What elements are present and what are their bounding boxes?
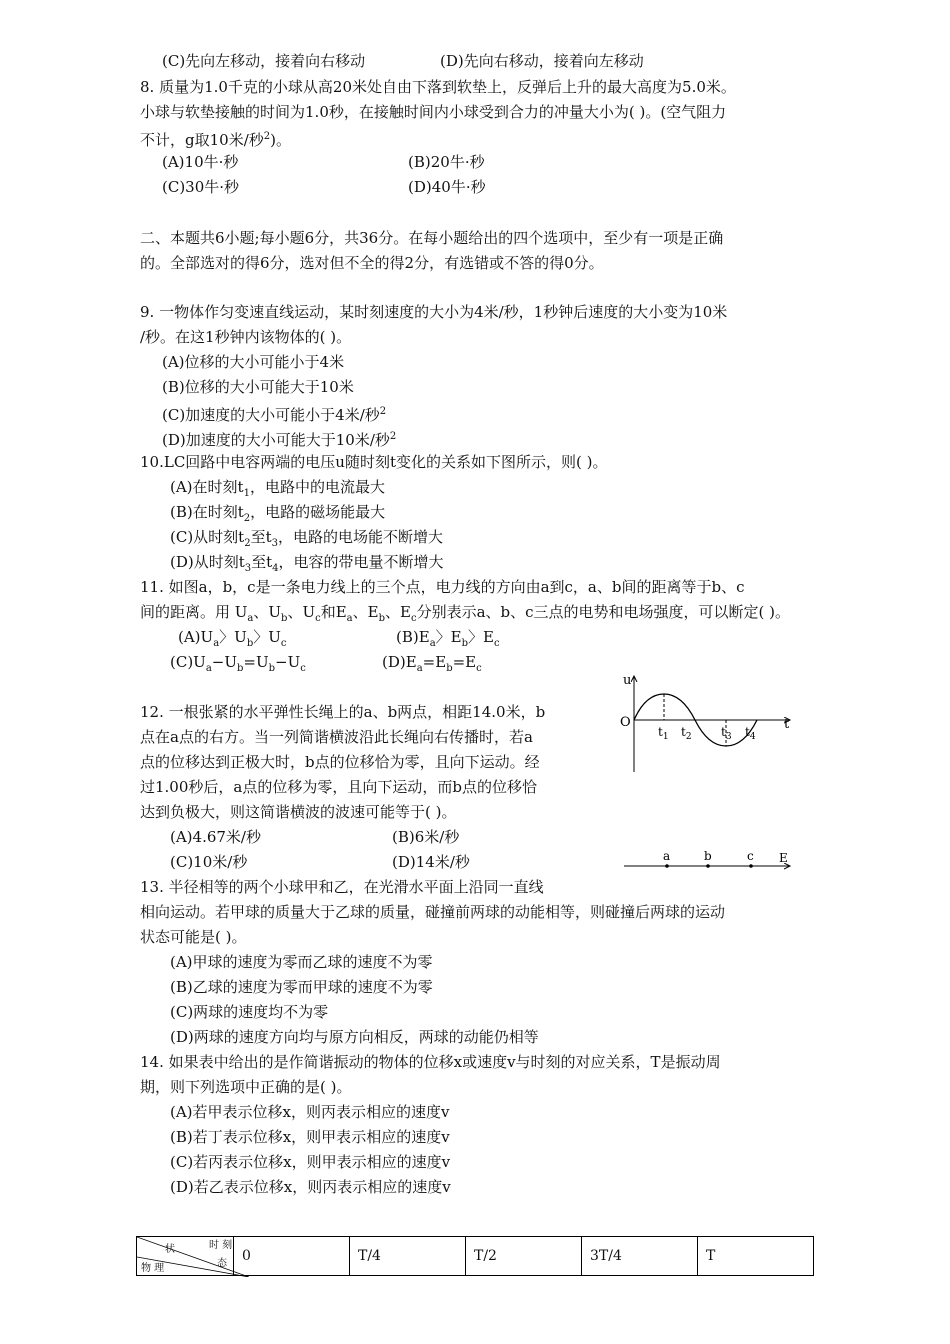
section2-line2: 的。全部选对的得6分，选对但不全的得2分，有选错或不答的得0分。 <box>140 254 604 272</box>
header-state-label: 状 <box>165 1244 175 1255</box>
q10-option-a: (A)在时刻$t_1$，电路中的电流最大 <box>170 478 385 499</box>
q8-option-c: (C)30牛·秒 <box>162 178 240 196</box>
q10-option-d: (D)从时刻$t_3$至$t_4$，电容的带电量不断增大 <box>170 553 444 574</box>
q13-text-line1: 13. 半径相等的两个小球甲和乙，在光滑水平面上沿同一直线 <box>140 878 544 896</box>
q10-text-line1: 10.LC回路中电容两端的电压u随时刻t变化的关系如下图所示，则( )。 <box>140 453 608 471</box>
point-b-label: b <box>704 849 712 863</box>
u-label: u <box>623 673 632 688</box>
q12-text-line3: 点的位移达到正极大时，b点的位移恰为零，且向下运动。经 <box>140 753 540 771</box>
q9-option-a: (A)位移的大小可能小于4米 <box>162 353 345 371</box>
q13-option-c: (C)两球的速度均不为零 <box>170 1003 329 1021</box>
point-a-label: a <box>663 849 671 863</box>
section2-line1: 二、本题共6小题;每小题6分，共36分。在每小题给出的四个选项中，至少有一项是正确 <box>140 229 724 247</box>
field-line-diagram <box>620 842 795 872</box>
point-c-dot <box>749 864 753 868</box>
e-label: E <box>779 851 788 865</box>
q13-text-line2: 相向运动。若甲球的质量大于乙球的质量，碰撞前两球的动能相等，则碰撞后两球的运动 <box>140 903 726 921</box>
q8-text-line3: 不计，g取10米/秒$^2$)。 <box>140 131 291 149</box>
q11-text-line1: 11. 如图a，b，c是一条电力线上的三个点，电力线的方向由a到c，a、b间的距离等于b、c <box>140 578 745 596</box>
table-cell-t2: T/2 <box>466 1237 582 1276</box>
q9-option-b: (B)位移的大小可能大于10米 <box>162 378 354 396</box>
q13-option-d: (D)两球的速度方向均与原方向相反，两球的动能仍相等 <box>170 1028 539 1046</box>
q7-option-d: (D)先向右移动，接着向左移动 <box>440 52 644 70</box>
q10-option-c: (C)从时刻$t_2$至$t_3$，电路的电场能不断增大 <box>170 528 444 549</box>
voltage-time-graph <box>618 670 798 775</box>
t2-label: $t_2$ <box>681 725 692 742</box>
header-physics-label: 物 理 <box>141 1263 165 1274</box>
t4-label: $t_4$ <box>745 725 756 742</box>
t-label: t <box>784 717 790 732</box>
q14-option-a: (A)若甲表示位移x，则丙表示相应的速度v <box>170 1103 450 1121</box>
q8-option-d: (D)40牛·秒 <box>408 178 486 196</box>
point-b-dot <box>706 864 710 868</box>
q11-text-line2: 间的距离。用 $U_a$、$U_b$、$U_c$和$E_a$、$E_b$、$E_c$分别表示a、b、c三点的电势和电场强度，可以断定( )。 <box>140 603 790 624</box>
point-a-dot <box>665 864 669 868</box>
q14-text-line2: 期，则下列选项中正确的是( )。 <box>140 1078 352 1096</box>
q12-text-line1: 12. 一根张紧的水平弹性长绳上的a、b两点，相距14.0米，b <box>140 703 546 721</box>
q14-option-d: (D)若乙表示位移x，则丙表示相应的速度v <box>170 1178 451 1196</box>
q12-text-line5: 达到负极大，则这简谐横波的波速可能等于( )。 <box>140 803 457 821</box>
q13-option-a: (A)甲球的速度为零而乙球的速度不为零 <box>170 953 433 971</box>
origin-label: O <box>620 715 631 730</box>
q13-text-line3: 状态可能是( )。 <box>140 928 247 946</box>
q12-option-c: (C)10米/秒 <box>170 853 248 871</box>
q7-option-c: (C)先向左移动，接着向右移动 <box>162 52 366 70</box>
q14-option-b: (B)若丁表示位移x，则甲表示相应的速度v <box>170 1128 450 1146</box>
q10-option-b: (B)在时刻$t_2$，电路的磁场能最大 <box>170 503 386 524</box>
q8-option-b: (B)20牛·秒 <box>408 153 485 171</box>
q12-option-a: (A)4.67米/秒 <box>170 828 261 846</box>
q11-option-b: $(B)E_a$〉$E_b$〉$E_c$ <box>396 628 500 649</box>
q11-option-c: $(C)U_a-U_b=U_b-U_c$ <box>170 653 306 674</box>
table-header-cell <box>137 1237 234 1276</box>
table-cell-t: T <box>698 1237 814 1276</box>
q11-option-a: $(A)U_a$〉$U_b$〉$U_c$ <box>178 628 287 649</box>
q12-option-b: (B)6米/秒 <box>392 828 460 846</box>
t1-label: $t_1$ <box>658 725 669 742</box>
q14-option-c: (C)若丙表示位移x，则甲表示相应的速度v <box>170 1153 451 1171</box>
q9-text-line1: 9. 一物体作匀变速直线运动，某时刻速度的大小为4米/秒，1秒钟后速度的大小变为10米 <box>140 303 728 321</box>
table-cell-3t4: 3T/4 <box>582 1237 698 1276</box>
q13-option-b: (B)乙球的速度为零而甲球的速度不为零 <box>170 978 433 996</box>
q8-text-line2: 小球与软垫接触的时间为1.0秒，在接触时间内小球受到合力的冲量大小为( )。(空气阻力 <box>140 103 727 121</box>
q9-text-line2: /秒。在这1秒钟内该物体的( )。 <box>140 328 352 346</box>
t3-label: $t_3$ <box>721 725 732 742</box>
header-state2-label: 态 <box>217 1258 227 1269</box>
q8-text-line1: 8. 质量为1.0千克的小球从高20米处自由下落到软垫上，反弹后上升的最大高度为5.0米。 <box>140 78 736 96</box>
q9-option-c: (C)加速度的大小可能小于4米/秒$^2$ <box>162 406 387 424</box>
q9-option-d: (D)加速度的大小可能大于10米/秒$^2$ <box>162 431 397 449</box>
q12-text-line2: 点在a点的右方。当一列简谐横波沿此长绳向右传播时，若a <box>140 728 533 746</box>
q14-text-line1: 14. 如果表中给出的是作简谐振动的物体的位移x或速度v与时刻的对应关系，T是振动周 <box>140 1053 721 1071</box>
table-row <box>137 1237 814 1276</box>
q8-option-a: (A)10牛·秒 <box>162 153 239 171</box>
table-cell-0: 0 <box>234 1237 350 1276</box>
point-c-label: c <box>747 849 754 863</box>
q12-text-line4: 过1.00秒后，a点的位移为零，且向下运动，而b点的位移恰 <box>140 778 537 796</box>
q12-option-d: (D)14米/秒 <box>392 853 470 871</box>
table-cell-t4: T/4 <box>350 1237 466 1276</box>
state-time-table <box>136 1236 814 1276</box>
header-time-label: 时 刻 <box>209 1240 233 1251</box>
q11-option-d: $(D)E_a=E_b=E_c$ <box>382 653 482 674</box>
